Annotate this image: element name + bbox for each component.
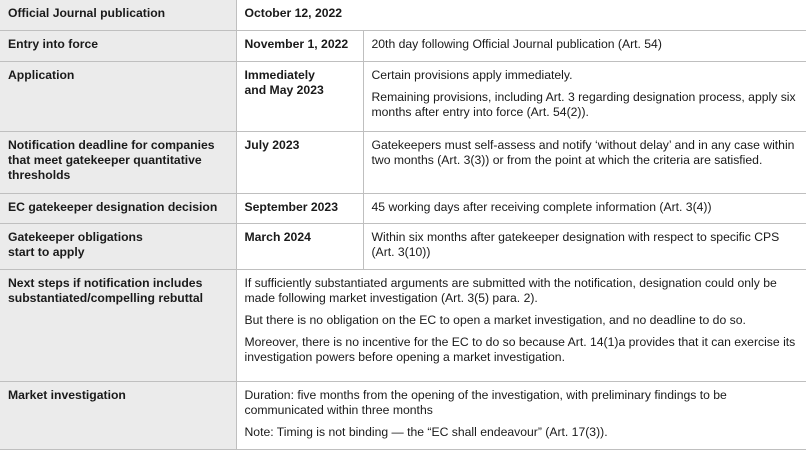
detail-text: Within six months after gatekeeper designation with respect to specific CPS (Art. 3(10)) [371,229,780,259]
detail-text: Certain provisions apply immediately. [371,67,573,82]
table-row [0,381,806,449]
row-detail [363,193,806,223]
row-date: July 2023 [236,131,363,193]
detail-text: If sufficiently substantiated arguments are submitted with the notification, designation could only be made following market investigation (Art. 3(5) para. 2). [244,275,777,305]
table-row [0,61,806,131]
row-detail [236,381,806,449]
row-date: Immediately and May 2023 [236,61,363,131]
detail-text: Moreover, there is no incentive for the EC to do so because Art. 14(1)a provides that it can exercise its investigation powers before opening a market investigation. [244,334,796,364]
detail-text: Remaining provisions, including Art. 3 regarding designation process, apply six months after entry into force (Art. 54(2)). [371,89,796,119]
table-row [0,193,806,223]
table-row [0,0,806,30]
row-label: Official Journal publication [0,0,236,30]
row-label: Market investigation [0,381,236,449]
detail-text: Note: Timing is not binding — the “EC shall endeavour” (Art. 17(3)). [244,424,608,439]
row-date: September 2023 [236,193,363,223]
row-detail [363,131,806,193]
row-label: Notification deadline for companies that meet gatekeeper quantitative thresholds [0,131,236,193]
row-detail [236,269,806,381]
detail-text: 20th day following Official Journal publication (Art. 54) [371,36,662,51]
table-row [0,30,806,61]
row-label: Gatekeeper obligations start to apply [0,223,236,269]
table-row [0,269,806,381]
detail-text: But there is no obligation on the EC to open a market investigation, and no deadline to do so. [244,312,746,327]
row-date: October 12, 2022 [236,0,806,30]
row-label: Next steps if notification includes substantiated/compelling rebuttal [0,269,236,381]
row-label: EC gatekeeper designation decision [0,193,236,223]
row-detail [363,30,806,61]
row-label: Application [0,61,236,131]
table-row [0,223,806,269]
detail-text: 45 working days after receiving complete information (Art. 3(4)) [371,199,712,214]
row-label: Entry into force [0,30,236,61]
row-date: March 2024 [236,223,363,269]
row-date: November 1, 2022 [236,30,363,61]
detail-text: Gatekeepers must self-assess and notify ‘without delay’ and in any case within two months (Art. 3(3)) or from the point at which the criteria are satisfied. [371,137,795,167]
table-row [0,131,806,193]
row-detail [363,223,806,269]
detail-text: Duration: five months from the opening of the investigation, with preliminary findings to be communicated within three months [244,387,727,417]
row-detail [363,61,806,131]
